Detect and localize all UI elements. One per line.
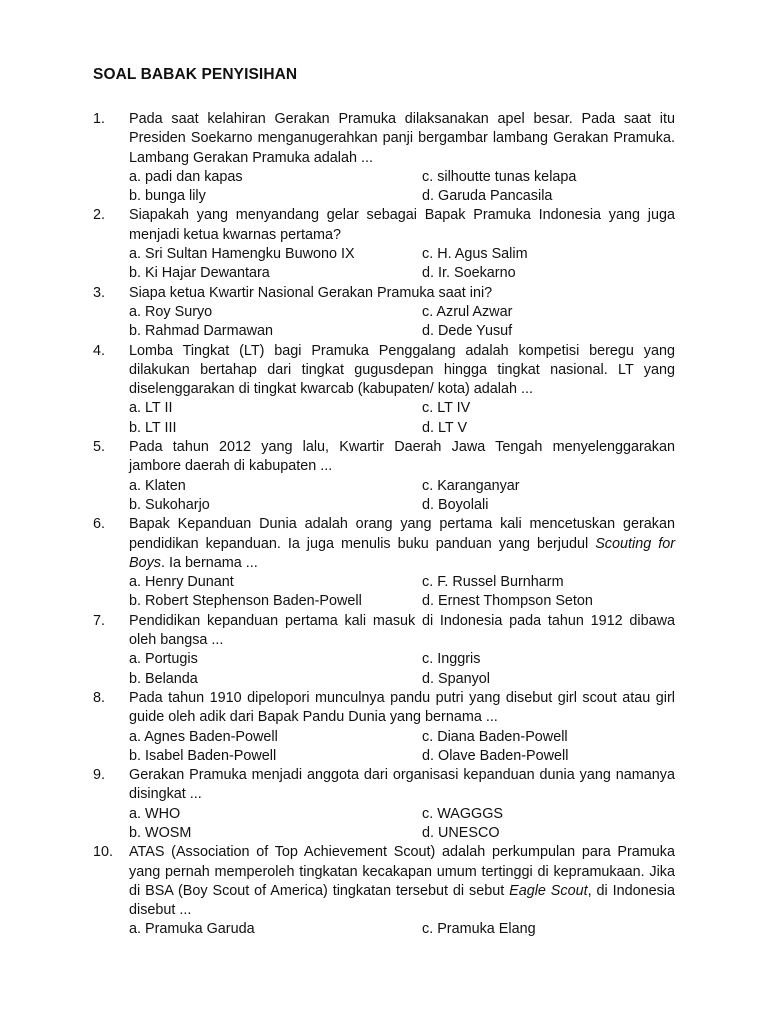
option-c: c. Inggris [422, 651, 481, 668]
question-number: 1. [93, 111, 106, 127]
option-b: b. LT III [129, 419, 177, 436]
question-9 [93, 766, 675, 843]
question-3 [93, 284, 675, 342]
option-a: a. Klaten [129, 477, 186, 494]
option-d: d. Ernest Thompson Seton [422, 593, 593, 610]
option-b: b. Belanda [129, 670, 198, 687]
question-number: 6. [93, 516, 106, 533]
option-a: a. WHO [129, 805, 181, 822]
option-d: d. Ir. Soekarno [422, 265, 516, 282]
question-text: Siapakah yang menyandang gelar sebagai Bapak Pramuka Indonesia yang juga menjadi ketua kwarnas pertama? [129, 207, 675, 243]
question-text: Pada saat kelahiran Gerakan Pramuka dilaksanakan apel besar. Pada saat itu Presiden Soekarno menganugerahkan panji bergambar lambang Gerakan Pramuka. Lambang Gerakan Pramuka adalah ... [129, 111, 675, 166]
option-a: a. Roy Suryo [129, 303, 213, 320]
options-grid [129, 245, 675, 284]
option-d: d. Spanyol [422, 670, 491, 687]
question-text: Pendidikan kepanduan pertama kali masuk di Indonesia pada tahun 1912 dibawa oleh bangsa ... [129, 612, 675, 649]
options-grid [129, 168, 675, 207]
option-c: c. H. Agus Salim [422, 246, 528, 263]
question-text-end: , di Indonesia disebut ... [129, 882, 676, 919]
question-2 [93, 206, 675, 283]
option-d: d. Dede Yusuf [422, 323, 513, 340]
option-b: b. Ki Hajar Dewantara [129, 265, 270, 282]
option-c: c. LT IV [422, 400, 471, 417]
options-grid [129, 573, 675, 612]
question-list [93, 110, 675, 940]
options-grid [129, 399, 675, 438]
question-number: 4. [93, 342, 106, 359]
question-8 [93, 689, 675, 766]
option-d: d. Boyolali [422, 496, 489, 513]
option-d: d. Olave Baden-Powell [422, 747, 569, 764]
options-grid [129, 805, 675, 844]
option-a: a. padi dan kapas [129, 168, 243, 185]
options-grid [129, 728, 675, 767]
question-text-start: ATAS (Association of Top Achievement Scout) adalah perkumpulan para Pramuka yang pernah memperoleh tingkatan kecakapan umum tertinggi di kepramukaan. Jika di BSA (Boy Scout of America) tingkatan tersebut di sebut [129, 844, 675, 899]
page-title: SOAL BABAK PENYISIHAN [93, 66, 298, 83]
question-text: Pada tahun 1910 dipelopori munculnya pandu putri yang disebut girl scout atau girl guide oleh adik dari Bapak Pandu Dunia yang bernama ... [129, 689, 675, 726]
option-b: b. WOSM [129, 824, 192, 841]
question-text: Lomba Tingkat (LT) bagi Pramuka Penggalang adalah kompetisi beregu yang dilakukan bertahap dari tingkat gugusdepan hingga tingkat nasional. LT yang diselenggarakan di tingkat kwarcab (kabupaten/ kota) adalah ... [129, 342, 675, 398]
option-c: c. Pramuka Elang [422, 921, 536, 938]
question-number: 7. [93, 612, 106, 629]
options-grid [129, 303, 675, 342]
option-a: a. Pramuka Garuda [129, 921, 255, 938]
question-4 [93, 342, 675, 438]
option-c: c. silhoutte tunas kelapa [422, 168, 577, 185]
question-number: 10. [93, 844, 114, 861]
question-7 [93, 612, 675, 689]
question-number: 3. [93, 284, 106, 301]
question-10 [93, 843, 675, 939]
question-number: 5. [93, 439, 106, 456]
book-title: Scouting for Boys [129, 535, 675, 571]
option-b: b. Isabel Baden-Powell [129, 747, 277, 764]
question-text [129, 843, 675, 920]
question-number: 2. [93, 207, 106, 224]
option-c: c. Diana Baden-Powell [422, 728, 568, 745]
option-c: c. Azrul Azwar [422, 303, 513, 320]
option-b: b. bunga lily [129, 188, 206, 205]
rank-title: Eagle Scout [509, 882, 588, 899]
option-a: a. Portugis [129, 651, 198, 668]
option-a: a. Henry Dunant [129, 574, 234, 591]
question-1 [93, 110, 675, 206]
option-b: b. Robert Stephenson Baden-Powell [129, 593, 362, 610]
option-c: c. Karanganyar [422, 477, 520, 494]
option-b: b. Sukoharjo [129, 496, 210, 513]
question-text: Pada tahun 2012 yang lalu, Kwartir Daerah Jawa Tengah menyelenggarakan jambore daerah di kabupaten ... [129, 439, 675, 475]
option-c: c. F. Russel Burnharm [422, 574, 564, 591]
question-number: 8. [93, 689, 106, 706]
options-grid [129, 477, 675, 516]
options-grid [129, 920, 675, 939]
question-6 [93, 515, 675, 611]
option-d: d. UNESCO [422, 824, 500, 841]
question-text [129, 515, 675, 573]
question-text-end: . Ia bernama ... [161, 554, 258, 571]
option-a: a. Agnes Baden-Powell [129, 728, 278, 745]
option-b: b. Rahmad Darmawan [129, 323, 273, 340]
option-d: d. Garuda Pancasila [422, 188, 553, 205]
option-a: a. LT II [129, 400, 173, 417]
option-a: a. Sri Sultan Hamengku Buwono IX [129, 246, 355, 263]
question-number: 9. [93, 767, 106, 784]
question-5 [93, 438, 675, 515]
question-text: Siapa ketua Kwartir Nasional Gerakan Pramuka saat ini? [129, 284, 493, 301]
options-grid [129, 650, 675, 689]
question-text: Gerakan Pramuka menjadi anggota dari organisasi kepanduan dunia yang namanya disingkat ... [129, 767, 675, 803]
question-text-start: Bapak Kepanduan Dunia adalah orang yang pertama kali mencetuskan gerakan pendidikan kepanduan. Ia juga menulis buku panduan yang berjudul [129, 516, 675, 552]
option-c: c. WAGGGS [422, 805, 504, 822]
option-d: d. LT V [422, 419, 468, 436]
